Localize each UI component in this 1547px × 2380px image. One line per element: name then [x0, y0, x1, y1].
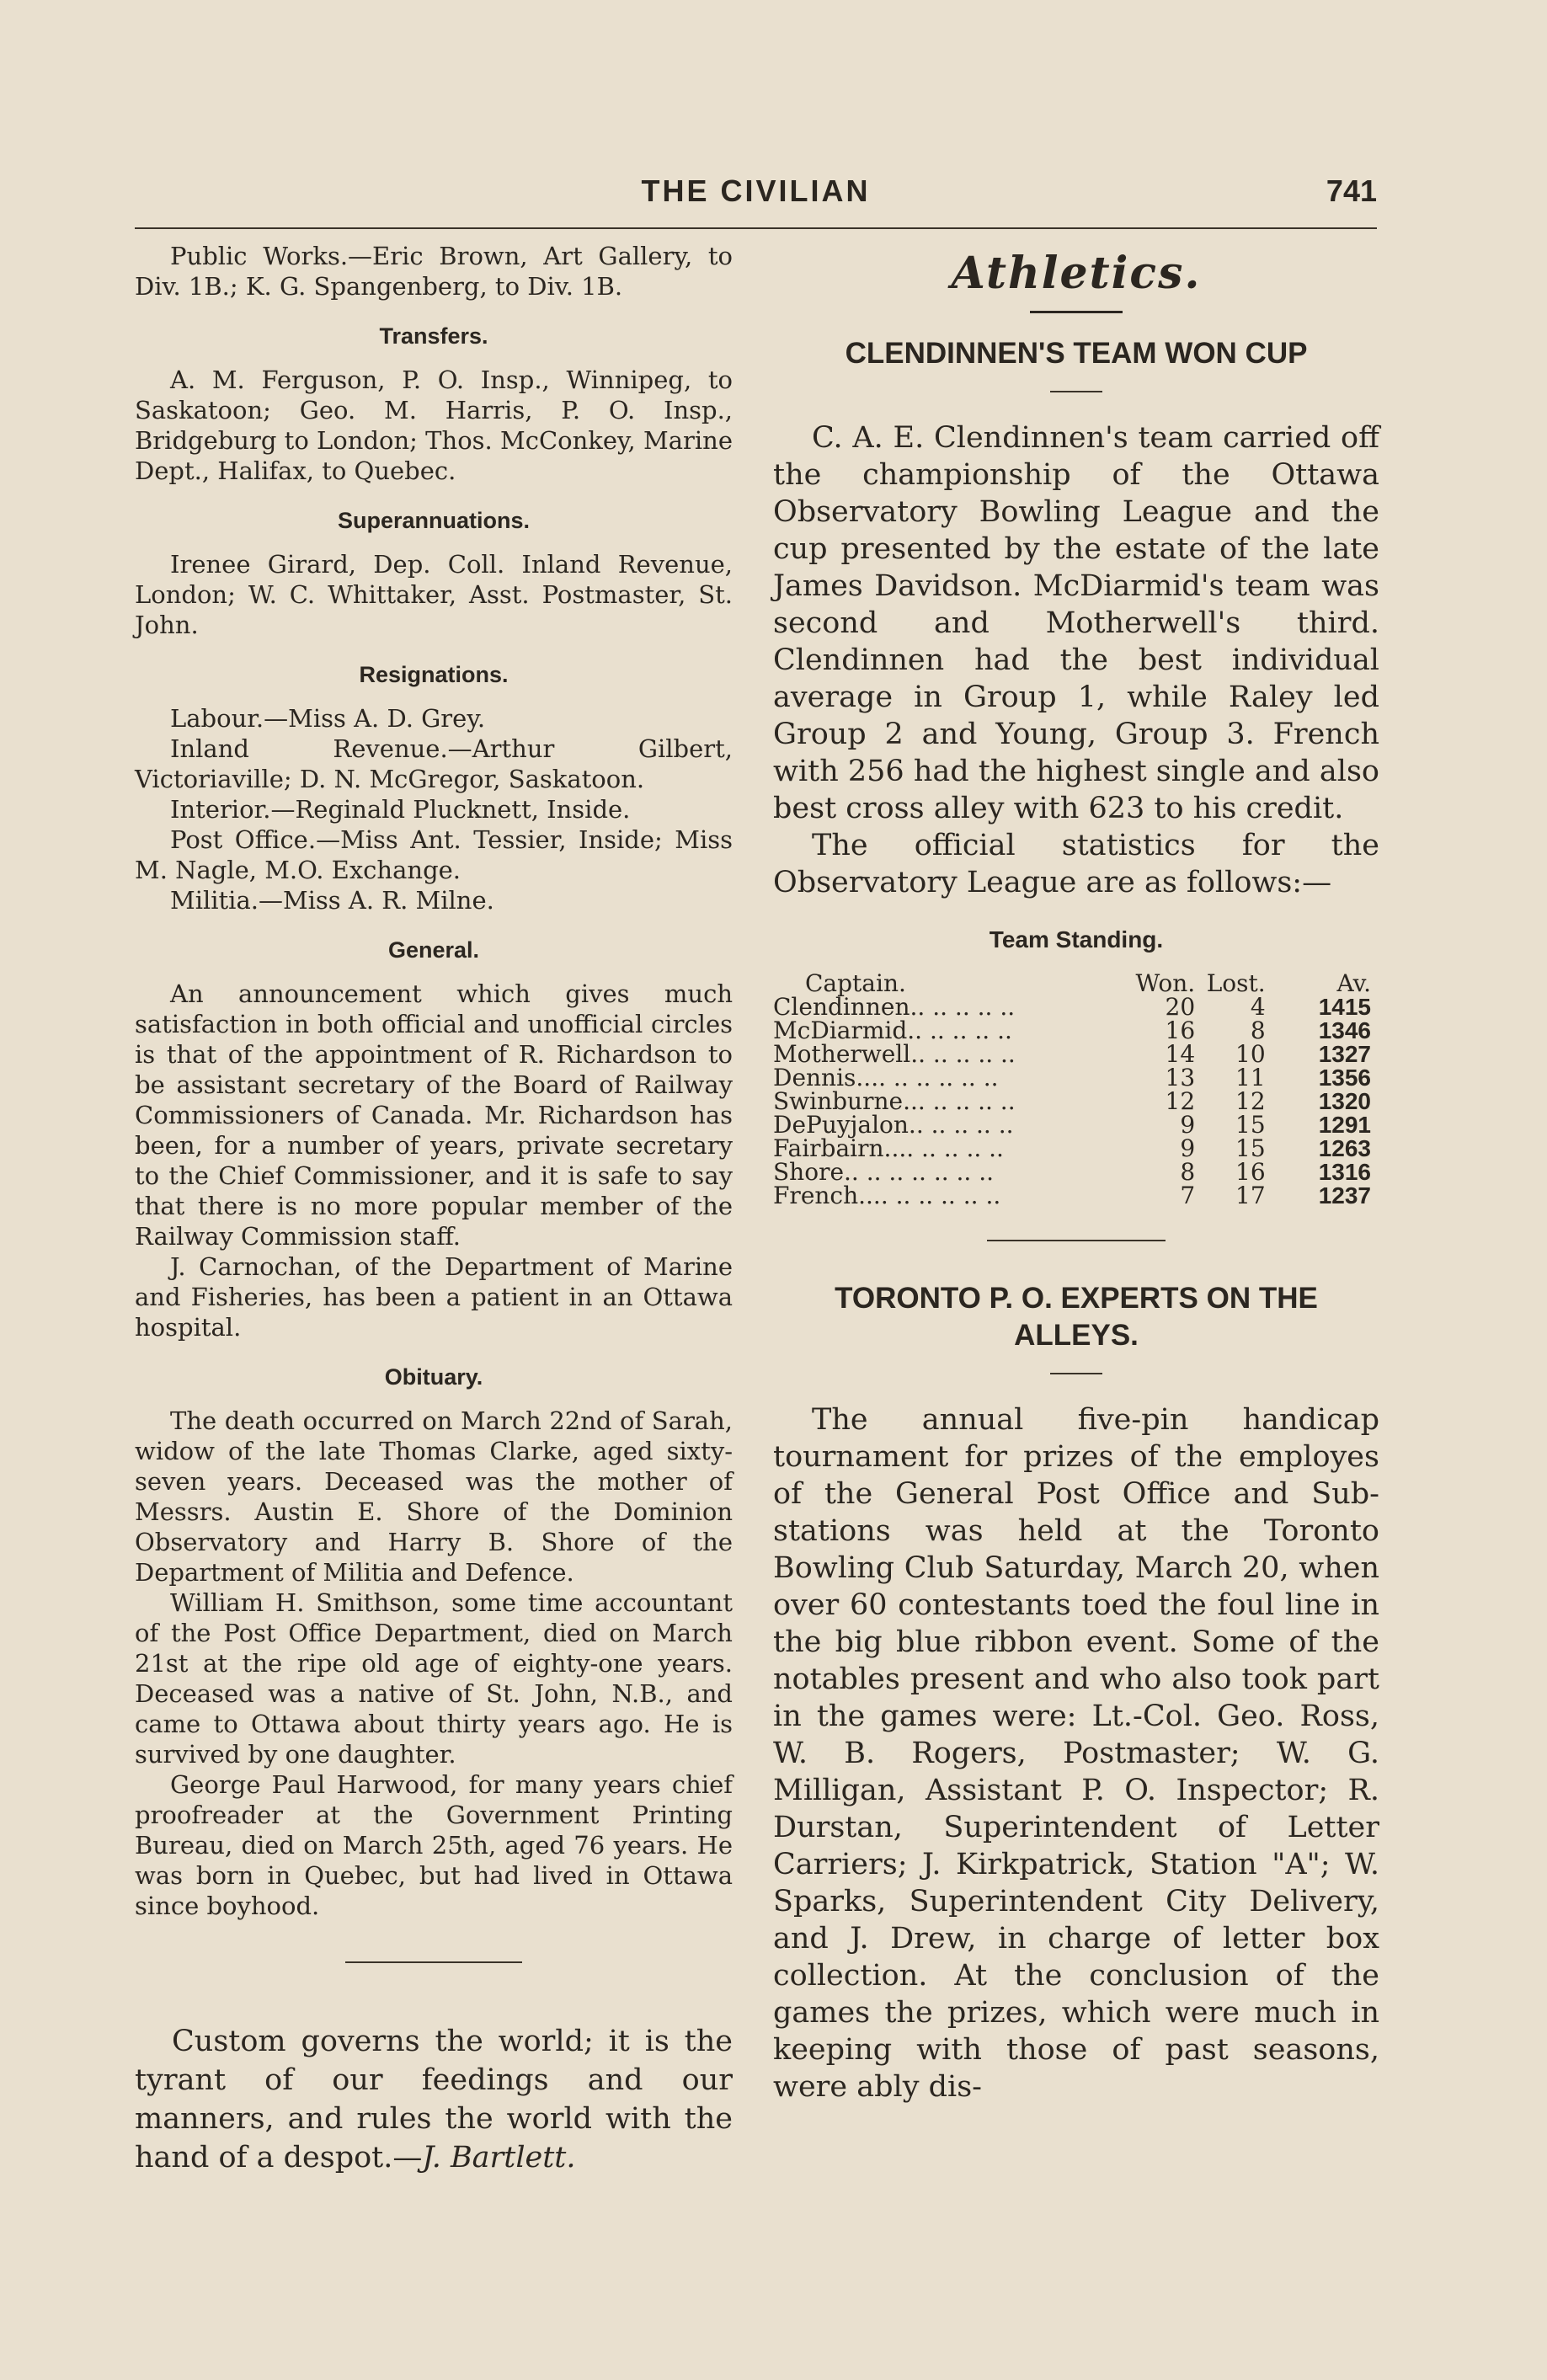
captain-cell: French.... .. .. .. .. ..: [773, 1182, 1001, 1209]
lost-cell: 16: [1235, 1158, 1266, 1186]
lost-cell: 11: [1235, 1064, 1266, 1091]
headline-rule: [1050, 391, 1102, 392]
article-paragraph: The official statistics for the Observatory League are as follows:—: [773, 829, 1379, 899]
publication-title: THE CIVILIAN: [641, 173, 871, 208]
average-cell: 1415: [1318, 994, 1371, 1020]
won-cell: 9: [1180, 1134, 1196, 1162]
won-cell: 12: [1165, 1087, 1196, 1115]
won-cell: 14: [1165, 1040, 1196, 1068]
obituary-heading: Obituary.: [384, 1364, 483, 1390]
captain-cell: Shore.. .. .. .. .. .. ..: [773, 1158, 995, 1186]
lost-cell: 8: [1250, 1017, 1266, 1044]
transfers-text: A. M. Ferguson, P. O. Insp., Winnipeg, to Saskatoon; Geo. M. Harris, P. O. Insp., Bridgeburg to London; Thos. McConkey, Marine Dept., Halifax, to Quebec.: [135, 366, 733, 485]
table-row: [773, 1161, 1371, 1184]
average-cell: 1327: [1318, 1041, 1371, 1067]
article-paragraph: C. A. E. Clendinnen's team carried off the championship of the Ottawa Observatory Bowling League and the cup presented by the estate of the late James Davidson. McDiarmid's team was second and Motherwell's third. Clendinnen had the best individual average in Group 1, while Raley led Group 2 and Young, Group 3. French with 256 had the highest single and also best cross alley with 623 to his credit.: [773, 421, 1379, 825]
left-column: [135, 241, 733, 2177]
average-cell: 1316: [1318, 1159, 1371, 1185]
average-cell: 1356: [1318, 1065, 1371, 1091]
transfers-heading: Transfers.: [379, 323, 488, 349]
resignation-item: Inland Revenue.—Arthur Gilbert, Victoriaville; D. N. McGregor, Saskatoon.: [135, 734, 733, 793]
average-cell: 1263: [1318, 1135, 1371, 1161]
resignations-heading: Resignations.: [359, 662, 509, 687]
column-header: Captain.: [805, 969, 906, 997]
average-cell: 1320: [1318, 1088, 1371, 1114]
captain-cell: Clendinnen.. .. .. .. ..: [773, 993, 1016, 1021]
resignation-item: Interior.—Reginald Plucknett, Inside.: [170, 795, 631, 824]
table-row: [773, 1043, 1371, 1066]
general-paragraph: An announcement which gives much satisfaction in both official and unofficial circles is that of the appointment of R. Richardson to be assistant secretary of the Board of Railway Commissioners of Canada. Mr. Richardson has been, for a number of years, private secretary to the Chief Commissioner, and it is safe to say that there is no more popular member of the Railway Commission staff.: [135, 979, 733, 1251]
team-standing-table: [773, 969, 1371, 1209]
column-header: Av.: [1336, 969, 1371, 997]
masthead: [135, 168, 1377, 219]
header-rule: [135, 227, 1377, 229]
table-row: [773, 1019, 1371, 1043]
obituary-paragraph: The death occurred on March 22nd of Sarah, widow of the late Thomas Clarke, aged sixty-seven years. Deceased was the mother of Messrs. Austin E. Shore of the Dominion Observatory and Harry B. Shore of the Department of Militia and Defence.: [135, 1406, 733, 1587]
table-title: Team Standing.: [989, 926, 1164, 953]
captain-cell: Swinburne... .. .. .. ..: [773, 1087, 1016, 1115]
obituary-paragraph: George Paul Harwood, for many years chief proofreader at the Government Printing Bureau, died on March 25th, aged 76 years. He was born in Quebec, but had lived in Ottawa since boyhood.: [135, 1770, 733, 1920]
won-cell: 13: [1165, 1064, 1196, 1091]
won-cell: 20: [1165, 993, 1196, 1021]
table-row: [773, 1184, 1371, 1208]
won-cell: 16: [1165, 1017, 1196, 1044]
resignation-item: Labour.—Miss A. D. Grey.: [170, 704, 486, 733]
article-headline: CLENDINNEN'S TEAM WON CUP: [845, 337, 1308, 370]
quote-author: J. Bartlett.: [422, 2141, 576, 2175]
lost-cell: 17: [1235, 1182, 1266, 1209]
athletics-section-title: Athletics.: [951, 248, 1202, 299]
captain-cell: Fairbairn.... .. .. .. ..: [773, 1134, 1004, 1162]
column-header: Won.: [1135, 969, 1196, 997]
table-row: [773, 1137, 1371, 1161]
won-cell: 9: [1180, 1111, 1196, 1139]
lost-cell: 10: [1235, 1040, 1266, 1068]
general-paragraph: J. Carnochan, of the Department of Marine and Fisheries, has been a patient in an Ottawa hospital.: [135, 1252, 733, 1342]
superannuations-text: Irenee Girard, Dep. Coll. Inland Revenue, London; W. C. Whittaker, Asst. Postmaster, St. John.: [135, 550, 733, 639]
article-divider: [987, 1240, 1166, 1241]
quotation: [135, 2022, 733, 2177]
lost-cell: 15: [1235, 1111, 1266, 1139]
title-rule: [1030, 311, 1123, 313]
table-row: [773, 1066, 1371, 1090]
section-divider: [345, 1961, 522, 1963]
right-column: [773, 241, 1379, 2105]
page-number: 741: [1326, 173, 1377, 208]
public-works-note: Public Works.—Eric Brown, Art Gallery, to Div. 1B.; K. G. Spangenberg, to Div. 1B.: [135, 242, 733, 301]
lost-cell: 4: [1250, 993, 1266, 1021]
average-cell: 1291: [1318, 1112, 1371, 1138]
captain-cell: Motherwell.. .. .. .. ..: [773, 1040, 1016, 1068]
won-cell: 7: [1180, 1182, 1196, 1209]
lost-cell: 12: [1235, 1087, 1266, 1115]
obituary-paragraph: William H. Smithson, some time accountant of the Post Office Department, died on March 21st at the ripe old age of eighty-one years. Deceased was a native of St. John, N.B., and came to Ottawa about thirty years ago. He is survived by one daughter.: [135, 1588, 733, 1769]
article-paragraph: The annual five-pin handicap tournament for prizes of the employes of the General Post Office and Sub-stations was held at the Toronto Bowling Club Saturday, March 20, when over 60 contestants toed the foul line in the big blue ribbon event. Some of the notables present and who also took part in the games were: Lt.-Col. Geo. Ross, W. B. Rogers, Postmaster; W. G. Milligan, Assistant P. O. Inspector; R. Durstan, Superintendent of Letter Carriers; J. Kirkpatrick, Station "A"; W. Sparks, Superintendent City Delivery, and J. Drew, in charge of letter box collection. At the conclusion of the games the prizes, which were much in keeping with those of past seasons, were ably dis-: [773, 1403, 1379, 2104]
captain-cell: McDiarmid.. .. .. .. ..: [773, 1017, 1012, 1044]
resignation-item: Post Office.—Miss Ant. Tessier, Inside; Miss M. Nagle, M.O. Exchange.: [135, 825, 733, 884]
general-heading: General.: [387, 937, 480, 963]
average-cell: 1237: [1318, 1182, 1371, 1209]
lost-cell: 15: [1235, 1134, 1266, 1162]
table-row: [773, 995, 1371, 1019]
table-row: [773, 1090, 1371, 1113]
quote-text: Custom governs the world; it is the tyrant of our feedings and our manners, and rules the world with the hand of a despot.—: [135, 2025, 733, 2175]
captain-cell: Dennis.... .. .. .. .. ..: [773, 1064, 999, 1091]
superannuations-heading: Superannuations.: [337, 508, 531, 533]
won-cell: 8: [1180, 1158, 1196, 1186]
article-headline: TORONTO P. O. EXPERTS ON THE ALLEYS.: [835, 1282, 1318, 1352]
average-cell: 1346: [1318, 1017, 1371, 1043]
table-header-row: [773, 972, 1371, 995]
resignation-item: Militia.—Miss A. R. Milne.: [170, 886, 494, 915]
headline-rule: [1050, 1373, 1102, 1374]
captain-cell: DePuyjalon.. .. .. .. ..: [773, 1111, 1014, 1139]
table-row: [773, 1113, 1371, 1137]
column-header: Lost.: [1206, 969, 1266, 997]
